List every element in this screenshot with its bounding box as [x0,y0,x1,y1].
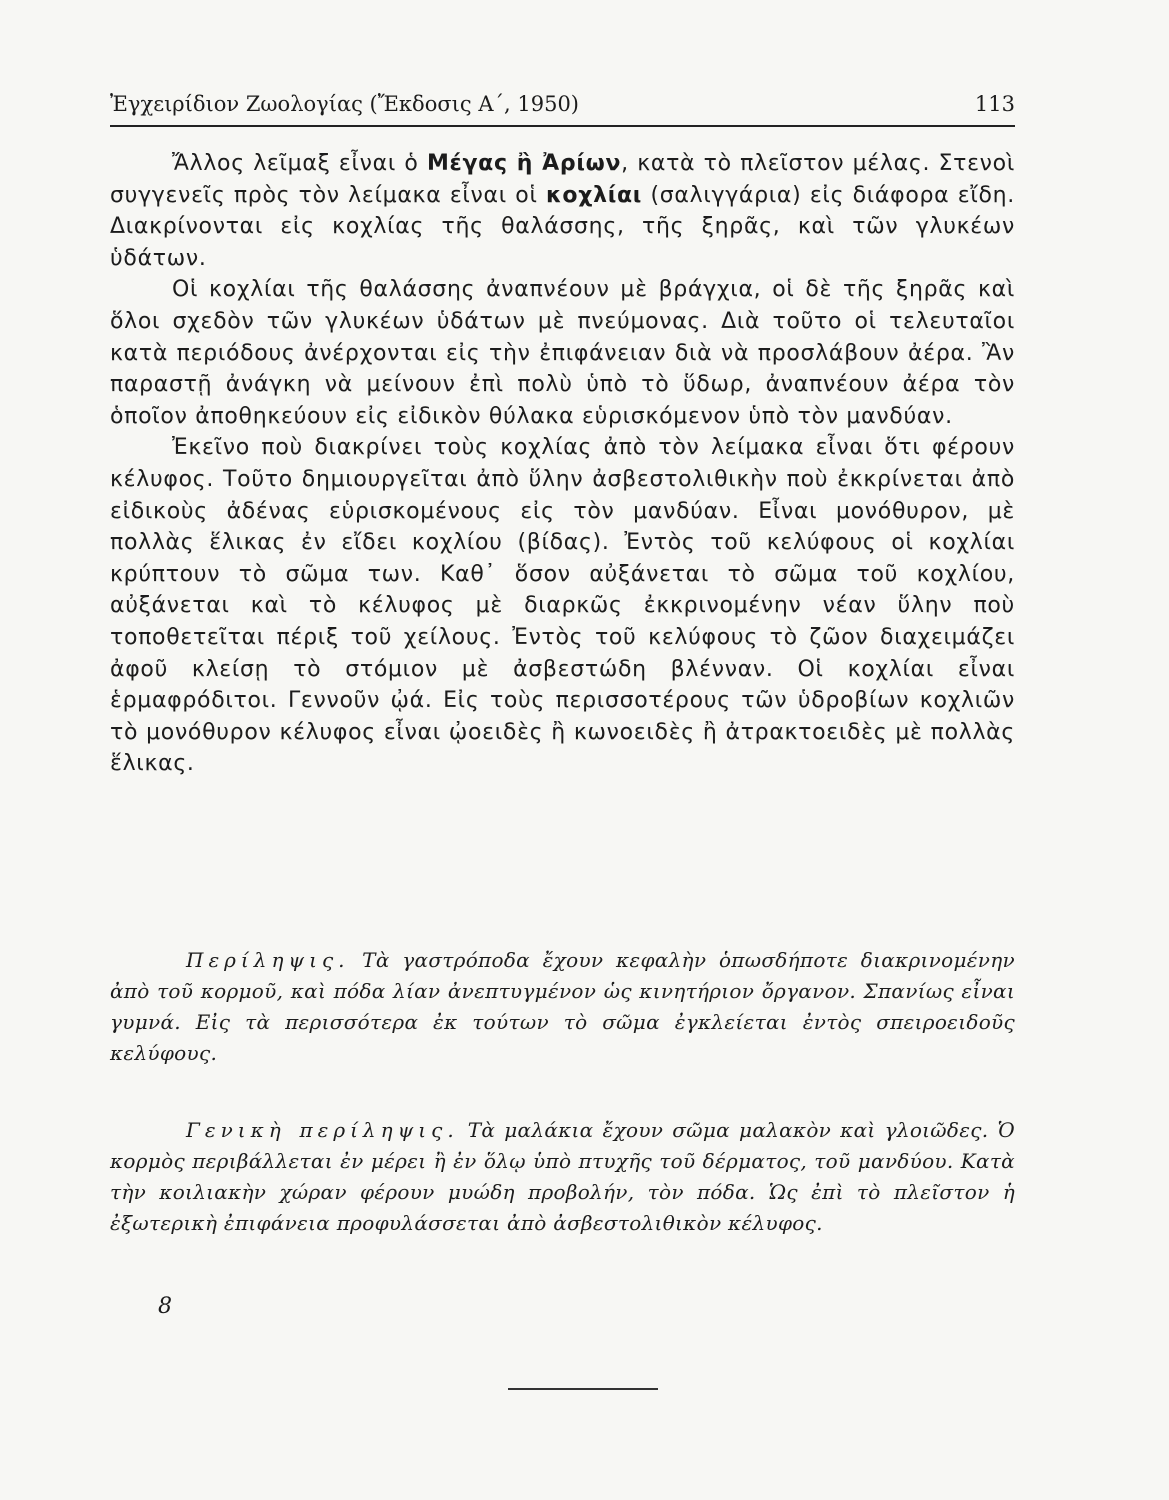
summary-label: Περίληψις. [186,948,350,972]
general-summary [110,1115,1015,1239]
running-header [110,88,1015,122]
header-rule [110,125,1015,127]
book-title: Ἐγχειρίδιον Ζωολογίας (Ἔκδοσις Α΄, 1950) [110,92,579,116]
general-summary-text: Τὰ μαλάκια ἔχουν σῶμα μαλακὸν καὶ γλοιῶδες. Ὁ κορμὸς περιβάλλεται ἐν μέρει ἢ ἐν ὅλῳ ὑπὸ πτυχῆς τοῦ δέρματος, τοῦ μανδύου. Κατὰ τὴν κοιλιακὴν χώραν φέρουν μυώδη προβολήν, τὸν πόδα. Ὡς ἐπὶ τὸ πλεῖστον ἡ ἐξωτερικὴ ἐπιφάνεια προφυλάσσεται ἀπὸ ἀσβεστολιθικὸν κέλυφος. [110,1118,1015,1235]
p1-bold-megas: Μέγας ἢ Ἀρίων [426,151,622,176]
p1-text-c: , κατὰ τὸ πλεῖστον μέλας. Στενοὶ συγγενεῖς πρὸς τὸν λείμακα εἶναι οἱ [110,151,1015,208]
summary [110,945,1015,1069]
paragraph-3: Ἐκεῖνο ποὺ διακρίνει τοὺς κοχλίας ἀπὸ τὸν λείμακα εἶναι ὅτι φέρουν κέλυφος. Τοῦτο δημιουργεῖται ἀπὸ ὕλην ἀσβεστολιθικὴν ποὺ ἐκκρίνεται ἀπὸ εἰδικοὺς ἀδένας εὑρισκομένους εἰς τὸν μανδύαν. Εἶναι μονόθυρον, μὲ πολλὰς ἕλικας ἐν εἴδει κοχλίου (βίδας). Ἐντὸς τοῦ κελύφους οἱ κοχλίαι κρύπτουν τὸ σῶμα των. Καθ᾽ ὅσον αὐξάνεται τὸ σῶμα τοῦ κοχλίου, αὐξάνεται καὶ τὸ κέλυφος μὲ διαρκῶς ἐκκρινομένην νέαν ὕλην ποὺ τοποθετεῖται πέριξ τοῦ χείλους. Ἐντὸς τοῦ κελύφους τὸ ζῶον διαχειμάζει ἀφοῦ κλείσῃ τὸ στόμιον μὲ ἀσβεστώδη βλένναν. Οἱ κοχλίαι εἶναι ἑρμαφρόδιτοι. Γεννοῦν ᾠά. Εἰς τοὺς περισσοτέρους τῶν ὑδροβίων κοχλιῶν τὸ μονόθυρον κέλυφος εἶναι ᾠοειδὲς ἢ κωνοειδὲς ἢ ἀτρακτοειδὲς μὲ πολλὰς ἕλικας. [110,435,1015,777]
p1-text-e: (σαλιγγάρια) εἰς διάφορα εἴδη. Διακρίνονται εἰς κοχλίας τῆς θαλάσσης, τῆς ξηρᾶς, καὶ τῶν γλυκέων ὑδάτων. [110,182,1015,271]
footer-rule [508,1388,658,1390]
general-summary-label: Γενικὴ περίληψις. [186,1118,459,1142]
signature-mark: 8 [158,1294,172,1319]
page-number: 113 [974,92,1015,116]
summary-text: Τὰ γαστρόποδα ἔχουν κεφαλὴν ὁπωσδήποτε διακρινομένην ἀπὸ τοῦ κορμοῦ, καὶ πόδα λίαν ἀνεπτυγμένον ὡς κινητήριον ὄργανον. Σπανίως εἶναι γυμνά. Εἰς τὰ περισσότερα ἐκ τούτων τὸ σῶμα ἐγκλείεται ἐντὸς σπειροειδοῦς κελύφους. [110,948,1015,1065]
main-text [110,148,1015,780]
p1-text-a: Ἄλλος λεῖμαξ εἶναι ὁ [172,151,427,176]
p1-bold-kochliai: κοχλίαι [546,182,643,208]
paragraph-2: Οἱ κοχλίαι τῆς θαλάσσης ἀναπνέουν μὲ βράγχια, οἱ δὲ τῆς ξηρᾶς καὶ ὅλοι σχεδὸν τῶν γλυκέων ὑδάτων μὲ πνεύμονας. Διὰ τοῦτο οἱ τελευταῖοι κατὰ περιόδους ἀνέρχονται εἰς τὴν ἐπιφάνειαν διὰ νὰ προσλάβουν ἀέρα. Ἂν παραστῇ ἀνάγκη νὰ μείνουν ἐπὶ πολὺ ὑπὸ τὸ ὕδωρ, ἀναπνέουν ἀέρα τὸν ὁποῖον ἀποθηκεύουν εἰς εἰδικὸν θύλακα εὑρισκόμενον ὑπὸ τὸν μανδύαν. [110,277,1015,429]
paragraph-1 [110,148,1015,274]
